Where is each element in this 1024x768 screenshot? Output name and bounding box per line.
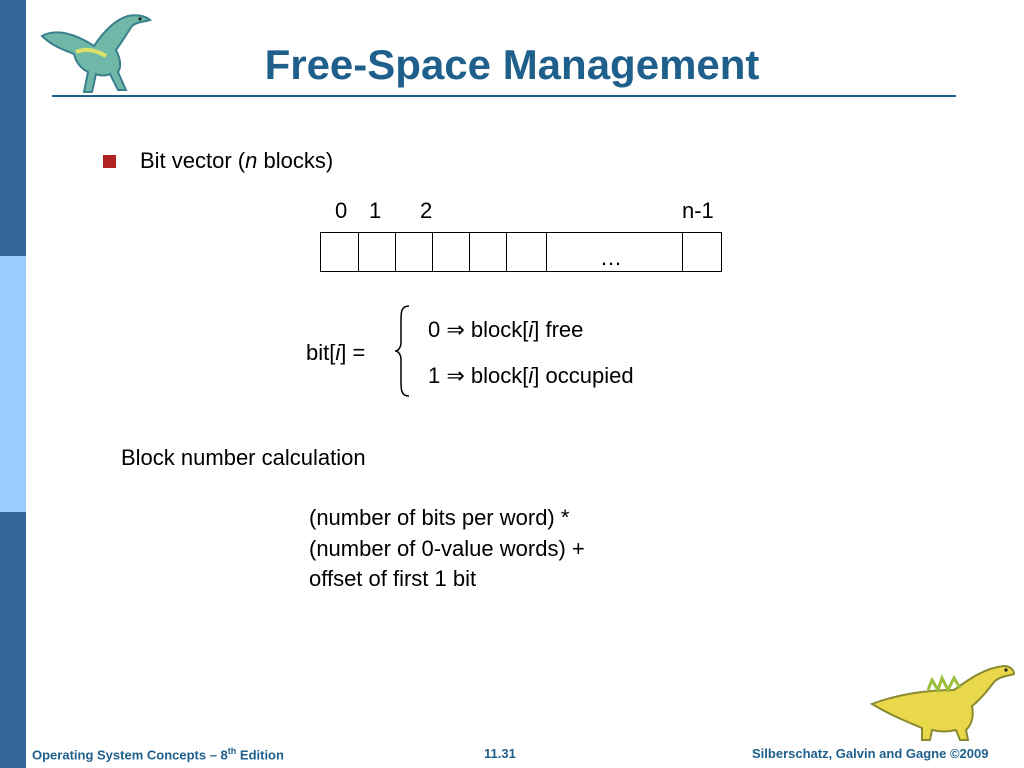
cell-divider xyxy=(432,233,433,271)
side-bar-highlight xyxy=(0,256,26,512)
bullet-square-icon xyxy=(103,155,116,168)
footer-slide-number: 11.31 xyxy=(484,746,516,761)
bit-case-occupied xyxy=(428,363,634,389)
side-bar xyxy=(0,0,26,768)
brace-icon xyxy=(394,304,412,398)
footer-book-title-suffix: Edition xyxy=(236,747,284,763)
bullet-text-end: blocks) xyxy=(257,148,334,173)
bit-index-last: n-1 xyxy=(682,198,714,223)
cells-ellipsis: … xyxy=(600,245,622,270)
cell-divider xyxy=(506,233,507,271)
bit-case-occupied-prefix: 1 ⇒ block[ xyxy=(428,363,529,388)
cell-divider xyxy=(395,233,396,271)
bullet-text-start: Bit vector ( xyxy=(140,148,246,173)
calc-line-2: (number of 0-value words) + xyxy=(309,536,585,561)
bit-case-free-prefix: 0 ⇒ block[ xyxy=(428,317,529,342)
bit-definition-lhs xyxy=(306,340,365,366)
cell-divider xyxy=(358,233,359,271)
bit-definition-lhs-prefix: bit[ xyxy=(306,340,336,365)
bullet-text-n: n xyxy=(245,148,258,173)
footer-book-title-main: Operating System Concepts – 8 xyxy=(32,747,228,763)
bullet-text xyxy=(140,148,333,174)
slide-title: Free-Space Management xyxy=(264,41,760,88)
cell-divider xyxy=(469,233,470,271)
bit-case-free-suffix: ] free xyxy=(533,317,584,342)
bit-definition-lhs-suffix: ] = xyxy=(340,340,366,365)
cell-divider xyxy=(546,233,547,271)
title-divider xyxy=(52,95,956,97)
dinosaur-logo-bottom xyxy=(868,660,1018,742)
footer-authors: Silberschatz, Galvin and Gagne ©2009 xyxy=(752,746,989,761)
bit-index-2: 2 xyxy=(420,198,433,223)
bit-index-1: 1 xyxy=(369,198,382,223)
dinosaur-logo-top xyxy=(36,6,160,96)
bit-index-0: 0 xyxy=(335,198,348,223)
footer-book-title-sup: th xyxy=(227,746,237,756)
bit-vector-cells xyxy=(320,232,722,272)
bit-case-free xyxy=(428,317,583,343)
footer-book-title xyxy=(32,746,284,762)
bit-definition-lhs-i: i xyxy=(335,340,341,365)
calc-line-3: offset of first 1 bit xyxy=(309,566,477,591)
calc-line-1: (number of bits per word) * xyxy=(309,505,570,530)
cell-divider xyxy=(682,233,683,271)
bit-case-free-i: i xyxy=(528,317,534,342)
bit-case-occupied-suffix: ] occupied xyxy=(533,363,634,388)
calc-heading: Block number calculation xyxy=(121,445,366,470)
bit-case-occupied-i: i xyxy=(528,363,534,388)
